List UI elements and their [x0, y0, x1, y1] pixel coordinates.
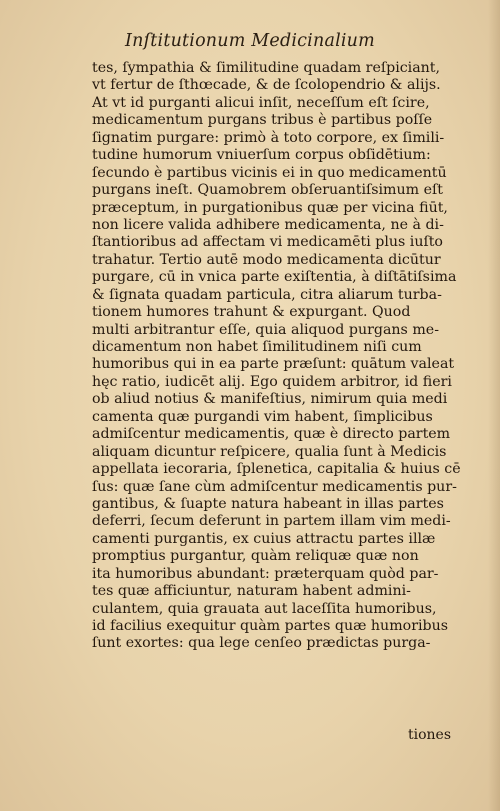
- text-line: ita humoribus abundant: præterquam quòd par-: [92, 565, 439, 582]
- text-line: tionem humores trahunt & expurgant. Quod: [92, 304, 411, 321]
- text-line: camenti purgantis, ex cuius attractu partes illæ: [92, 530, 436, 547]
- text-line: ſecundo è partibus vicinis ei in quo medicamentū: [92, 164, 447, 181]
- text-line: purgans ineſt. Quamobrem obſeruantiſsimum eſt: [92, 182, 443, 199]
- text-line: non licere valida adhibere medicamenta, ne à di-: [92, 216, 444, 233]
- running-title: Inſtitutionum Medicinalium: [125, 31, 375, 51]
- text-line: promptius purgantur, quàm reliquæ quæ non: [92, 548, 419, 565]
- text-line: præceptum, in purgationibus quæ per vicina fiūt,: [92, 199, 448, 216]
- text-line: deferri, ſecum deferunt in partem illam vim medi-: [92, 513, 451, 530]
- text-line: aliquam dicuntur reſpicere, qualia ſunt à Medicis: [92, 443, 447, 460]
- text-line: humoribus qui in ea parte præſunt: quātum valeat: [92, 356, 455, 373]
- text-line: ſunt exortes: qua lege cenſeo prædictas purga-: [92, 635, 431, 652]
- text-line: ſus: quæ ſane cùm admiſcentur medicamentis pur-: [92, 478, 457, 495]
- text-line: camenta quæ purgandi vim habent, ſimplicibus: [92, 408, 433, 425]
- text-line: gantibus, & ſuapte natura habeant in illas partes: [92, 495, 444, 512]
- text-line: tes, ſympathia & ſimilitudine quadam reſpiciant,: [92, 60, 441, 76]
- text-line: appellata iecoraria, ſplenetica, capitalia & huius cē: [92, 461, 461, 478]
- text-line: tes quæ afficiuntur, naturam habent admini-: [92, 583, 411, 600]
- text-line: trahatur. Tertio autē modo medicamenta dicūtur: [92, 251, 441, 268]
- text-line: multi arbitrantur eſſe, quia aliquod purgans me-: [92, 321, 439, 338]
- text-line: medicamentum purgans tribus è partibus poſſe: [92, 112, 433, 129]
- text-line: dicamentum non habet ſimilitudinem niſi cum: [92, 339, 422, 355]
- text-line: & ſignata quadam particula, citra aliarum turba-: [92, 286, 442, 303]
- page-edge-shadow: [488, 0, 500, 811]
- text-line: id facilius exequitur quàm partes quæ humoribus: [92, 618, 449, 634]
- text-line: vt fertur de ſthœcade, & de ſcolopendrio & alijs.: [92, 77, 441, 94]
- text-line: culantem, quia grauata aut laceſſita humoribus,: [92, 600, 437, 617]
- text-line: admiſcentur medicamentis, quæ è directo partem: [92, 426, 451, 443]
- text-line: ſtantioribus ad affectam vi medicamēti plus iuſto: [92, 234, 443, 251]
- text-line: hęc ratio, iudicēt alij. Ego quidem arbitror, id fieri: [92, 373, 452, 390]
- catchword: tiones: [408, 727, 452, 743]
- text-line: At vt id purganti alicui inſit, neceſſum eſt ſcire,: [92, 94, 430, 111]
- text-line: tudine humorum vniuerſum corpus obſidētium:: [92, 147, 431, 164]
- text-line: ob aliud notius & manifeſtius, nimirum quia medi: [92, 391, 448, 408]
- text-line: ſignatim purgare: primò à toto corpore, ex ſimili-: [92, 129, 445, 146]
- body-text: [92, 60, 462, 653]
- text-line: purgare, cū in vnica parte exiſtentia, à diſtātiſsima: [92, 269, 457, 286]
